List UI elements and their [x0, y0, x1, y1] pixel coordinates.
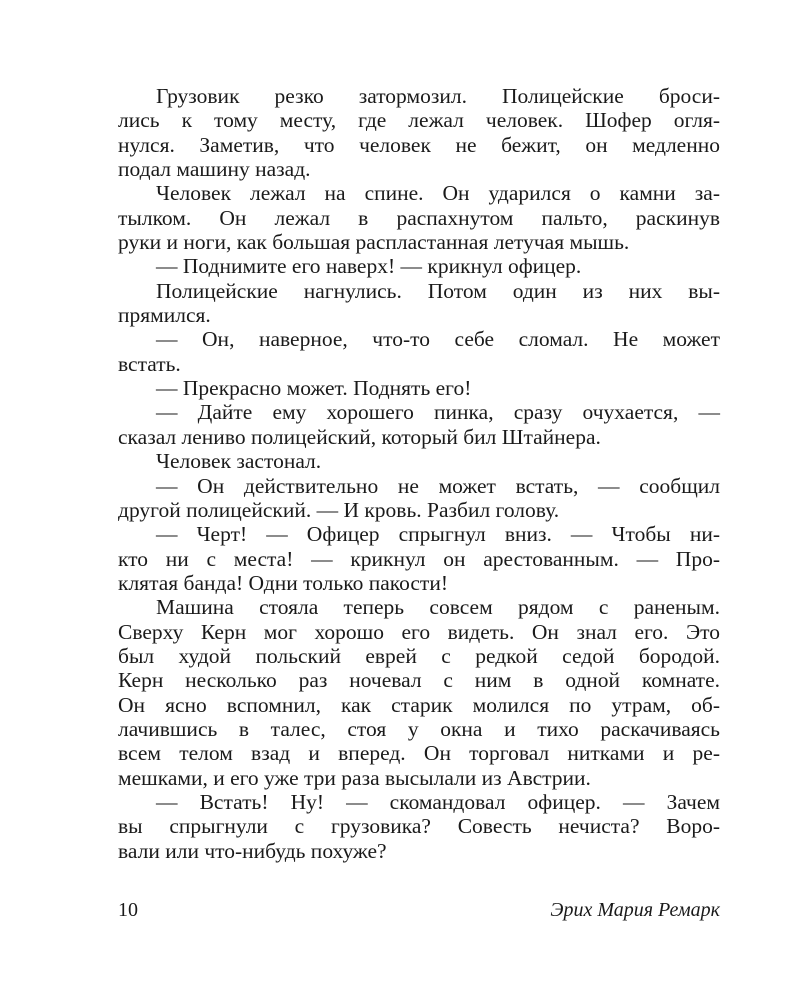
body-text [118, 84, 720, 863]
text-line: лачившись в талес, стоя у окна и тихо раскачиваясь [118, 716, 720, 741]
text-line: Машина стояла теперь совсем рядом с раненым. [156, 595, 720, 620]
text-line: — Он действительно не может встать, — сообщил [156, 473, 720, 498]
text-line: встать. [118, 351, 181, 376]
text-line: — Дайте ему хорошего пинка, сразу очухается, — [156, 400, 720, 425]
text-line: сказал лениво полицейский, который бил Штайнера. [118, 424, 601, 449]
text-line: Сверху Керн мог хорошо его видеть. Он знал его. Это [118, 619, 720, 644]
text-line: — Он, наверное, что-то себе сломал. Не может [156, 327, 720, 352]
page-number: 10 [118, 899, 138, 921]
text-line: подал машину назад. [118, 157, 311, 182]
text-line: Полицейские нагнулись. Потом один из них вы- [156, 278, 720, 303]
text-line: Человек лежал на спине. Он ударился о камни за- [156, 181, 720, 206]
text-line: нулся. Заметив, что человек не бежит, он медленно [118, 132, 720, 157]
text-line: Грузовик резко затормозил. Полицейские броси- [156, 84, 720, 108]
text-line: вали или что-нибудь похуже? [118, 838, 387, 863]
text-line: всем телом взад и вперед. Он торговал нитками и ре- [118, 741, 720, 766]
text-line: был худой польский еврей с редкой седой бородой. [118, 643, 720, 668]
text-line: Керн несколько раз ночевал с ним в одной комнате. [118, 668, 720, 693]
text-line: клятая банда! Одни только пакости! [118, 570, 448, 595]
text-line: мешками, и его уже три раза высылали из Австрии. [118, 765, 591, 790]
text-line: руки и ноги, как большая распластанная летучая мышь. [118, 230, 630, 255]
text-line: — Поднимите его наверх! — крикнул офицер. [156, 254, 582, 279]
text-line: другой полицейский. — И кровь. Разбил голову. [118, 497, 560, 522]
text-line: Человек застонал. [156, 449, 322, 474]
text-line: лись к тому месту, где лежал человек. Шофер огля- [118, 108, 720, 133]
text-line: кто ни с места! — крикнул он арестованным. — Про- [118, 546, 720, 571]
text-line: — Встать! Ну! — скомандовал офицер. — Зачем [156, 789, 720, 814]
text-line: — Черт! — Офицер спрыгнул вниз. — Чтобы ни- [156, 522, 720, 547]
running-head-author: Эрих Мария Ремарк [550, 899, 720, 921]
text-line: тылком. Он лежал в распахнутом пальто, раскинув [118, 205, 720, 230]
text-line: вы спрыгнули с грузовика? Совесть нечиста? Воро- [118, 814, 720, 839]
text-line: Он ясно вспомнил, как старик молился по утрам, об- [118, 692, 720, 717]
text-line: прямился. [118, 303, 211, 328]
text-line: — Прекрасно может. Поднять его! [156, 376, 472, 401]
page-footer [118, 896, 720, 924]
